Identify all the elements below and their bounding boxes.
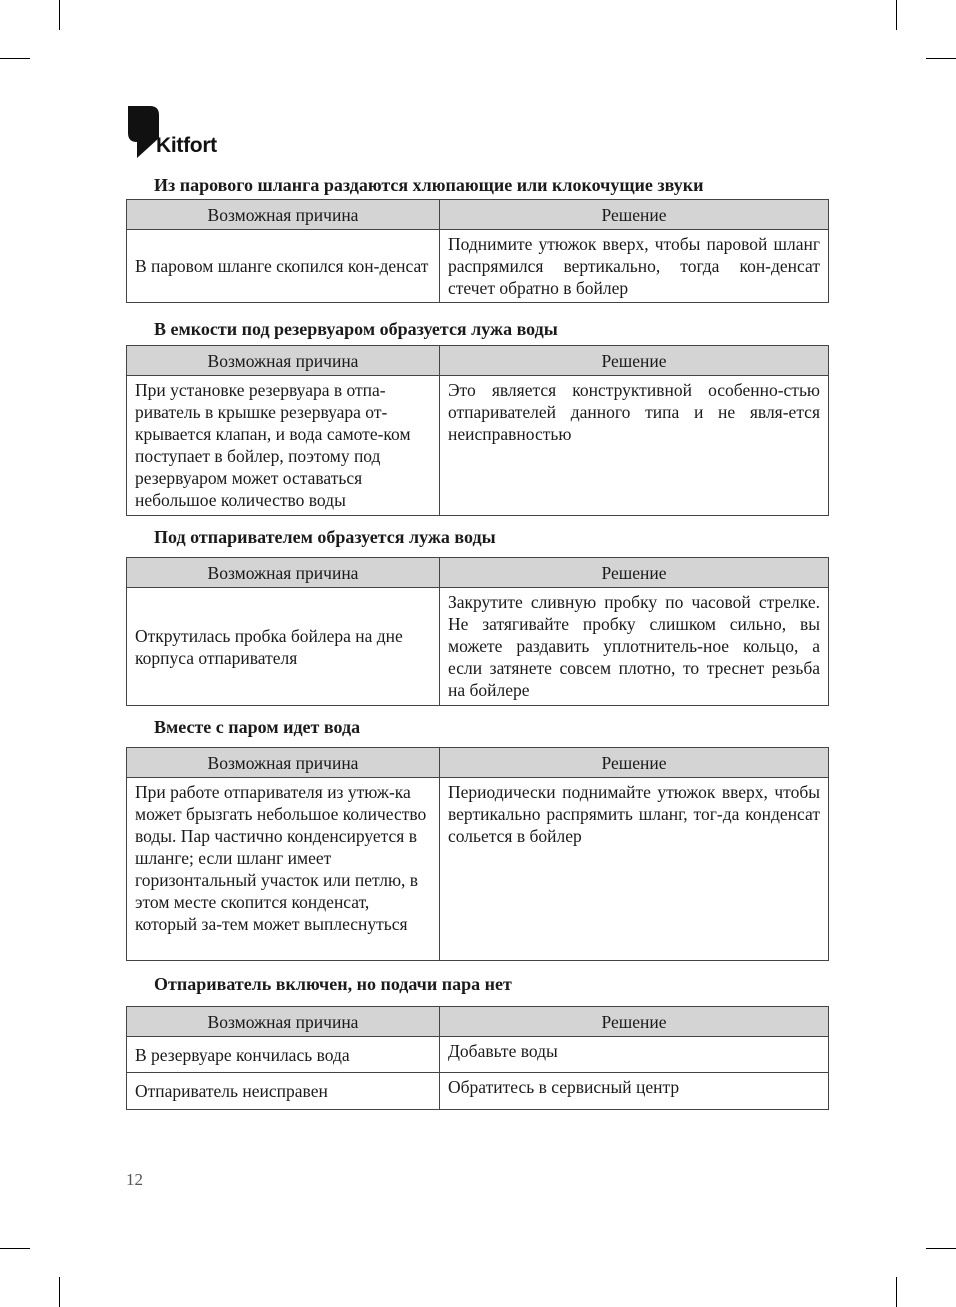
cause-cell: В паровом шланге скопился кон-денсат: [127, 230, 440, 303]
section-heading: В емкости под резервуаром образуется лужа воды: [154, 319, 558, 339]
solution-cell: Это является конструктивной особенно-стью отпаривателей данного типа и не явля-ется неисправностью: [440, 376, 829, 516]
crop-mark: [59, 0, 60, 30]
crop-mark: [59, 1277, 60, 1307]
crop-mark: [0, 1248, 30, 1249]
section-heading: Отпариватель включен, но подачи пара нет: [154, 974, 512, 994]
solution-cell: Добавьте воды: [440, 1037, 829, 1073]
solution-header: Решение: [440, 200, 829, 230]
table-row: [127, 1073, 829, 1110]
troubleshooting-table: [126, 1006, 829, 1110]
cause-header: Возможная причина: [127, 346, 440, 376]
cause-cell: Открутилась пробка бойлера на дне корпуса отпаривателя: [127, 588, 440, 706]
section-heading: Под отпаривателем образуется лужа воды: [154, 527, 496, 547]
table-row: [127, 376, 829, 516]
solution-header: Решение: [440, 558, 829, 588]
page-number: 12: [126, 1170, 143, 1189]
cause-cell: Отпариватель неисправен: [127, 1073, 440, 1110]
solution-header: Решение: [440, 1007, 829, 1037]
table-header-row: [127, 748, 829, 778]
crop-mark: [0, 58, 30, 59]
solution-cell: Периодически поднимайте утюжок вверх, чтобы вертикально распрямить шланг, тог-да конденсат сольется в бойлер: [440, 778, 829, 961]
table-header-row: [127, 346, 829, 376]
troubleshooting-table: [126, 345, 829, 516]
table-row: [127, 230, 829, 303]
section-heading: Из парового шланга раздаются хлюпающие или клокочущие звуки: [154, 175, 704, 195]
brand-logo: [126, 106, 236, 158]
cause-cell: При работе отпаривателя из утюж-ка может брызгать небольшое количество воды. Пар частично конденсируется в шланге; если шланг имеет горизонтальный участок или петлю, в этом месте скопится конденсат, который за-тем может выплеснуться: [127, 778, 440, 961]
solution-header: Решение: [440, 346, 829, 376]
solution-header: Решение: [440, 748, 829, 778]
crop-mark: [926, 1248, 956, 1249]
table-header-row: [127, 1007, 829, 1037]
troubleshooting-table: [126, 747, 829, 961]
solution-cell: Обратитесь в сервисный центр: [440, 1073, 829, 1110]
table-row: [127, 588, 829, 706]
table-row: [127, 778, 829, 961]
table-row: [127, 1037, 829, 1073]
section-heading: Вместе с паром идет вода: [154, 717, 361, 737]
cause-header: Возможная причина: [127, 200, 440, 230]
crop-mark: [926, 58, 956, 59]
cause-header: Возможная причина: [127, 1007, 440, 1037]
cause-cell: При установке резервуара в отпа-риватель в крышке резервуара от-крывается клапан, и вода самоте-ком поступает в бойлер, поэтому под резервуаром может оставаться небольшое количество воды: [127, 376, 440, 516]
kitfort-logo-icon: [126, 106, 160, 158]
cause-header: Возможная причина: [127, 558, 440, 588]
troubleshooting-table: [126, 199, 829, 303]
cause-header: Возможная причина: [127, 748, 440, 778]
cause-cell: В резервуаре кончилась вода: [127, 1037, 440, 1073]
solution-cell: Поднимите утюжок вверх, чтобы паровой шланг распрямился вертикально, тогда кон-денсат стечет обратно в бойлер: [440, 230, 829, 303]
crop-mark: [896, 1277, 897, 1307]
solution-cell: Закрутите сливную пробку по часовой стрелке. Не затягивайте пробку слишком сильно, вы можете раздавить уплотнитель-ное кольцо, а если затянете совсем плотно, то треснет резьба на бойлере: [440, 588, 829, 706]
table-header-row: [127, 200, 829, 230]
crop-mark: [896, 0, 897, 30]
brand-name: Kitfort: [156, 134, 217, 157]
table-header-row: [127, 558, 829, 588]
troubleshooting-table: [126, 557, 829, 706]
